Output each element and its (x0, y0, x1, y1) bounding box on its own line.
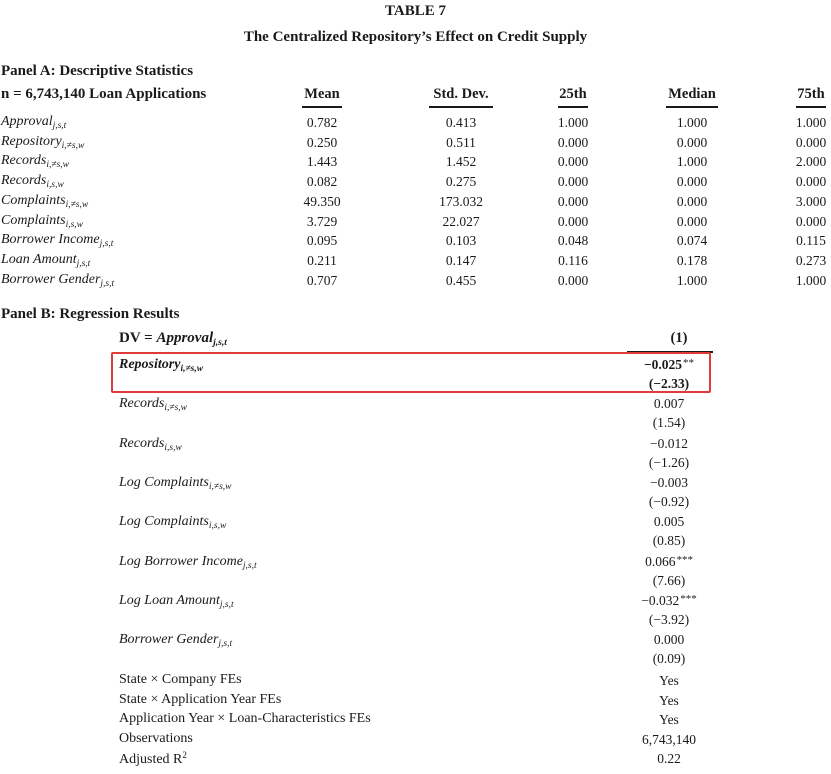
footer-value: 0.22 (657, 751, 681, 766)
column-header-mean: Mean (304, 86, 340, 102)
regression-row-label (119, 396, 187, 413)
stat-cell: 0.000 (795, 174, 827, 190)
stat-cell: 1.000 (676, 154, 708, 170)
coefficient-value: 0.007 (653, 396, 685, 412)
variable-subscript: j,s,t (218, 639, 233, 650)
stat-cell: 1.000 (676, 272, 708, 288)
coefficient-cell (609, 593, 729, 609)
variable-subscript: j,s,t (100, 278, 115, 289)
panel-a-title: Panel A: Descriptive Statistics (1, 63, 194, 79)
footer-label-text: State × Application Year FEs (119, 691, 282, 707)
stat-cell: 0.178 (676, 252, 708, 268)
footer-value: 6,743,140 (642, 731, 696, 747)
regression-row-label (119, 554, 257, 571)
stat-cell: 1.000 (795, 272, 827, 288)
column-header-rule (429, 106, 493, 108)
footer-value: Yes (659, 692, 679, 708)
variable-name: Repository (119, 357, 181, 372)
stat-cell: 0.074 (676, 233, 708, 249)
stat-cell: 0.103 (445, 233, 477, 249)
stat-cell: 0.275 (445, 174, 477, 190)
coefficient-cell (609, 436, 729, 452)
variable-name: Records (1, 153, 47, 169)
coefficient-value: −0.025 (643, 357, 683, 372)
stat-cell: 0.273 (795, 252, 827, 268)
stat-cell: 0.000 (557, 193, 589, 209)
variable-name: Log Loan Amount (119, 592, 220, 608)
stat-cell: 0.511 (446, 134, 476, 150)
panel-a-n-label: n = 6,743,140 Loan Applications (1, 86, 207, 102)
stat-cell: 0.211 (307, 252, 337, 268)
variable-name: Borrower Gender (1, 271, 101, 287)
stat-cell: 0.115 (796, 233, 826, 249)
stat-row-label (1, 272, 114, 289)
footer-label (119, 711, 371, 727)
footer-label (119, 672, 242, 688)
stat-cell: 0.455 (445, 272, 477, 288)
stat-cell: 0.707 (306, 272, 338, 288)
stat-row-label (1, 193, 88, 210)
stat-cell: 0.250 (306, 134, 338, 150)
coefficient-cell (609, 396, 729, 412)
column-header-25th: 25th (559, 86, 587, 102)
variable-name: Records (119, 435, 165, 451)
stat-cell: 1.452 (445, 154, 477, 170)
t-stat-cell: (−1.26) (648, 454, 690, 470)
panel-b-column-header: (1) (670, 330, 688, 346)
stat-cell: 0.000 (557, 213, 589, 229)
variable-name: Records (119, 396, 165, 412)
coefficient-cell (609, 357, 729, 373)
stat-cell: 3.729 (306, 213, 338, 229)
stat-cell: 0.000 (676, 134, 708, 150)
coefficient-value: −0.012 (650, 435, 688, 451)
stat-cell: 0.000 (557, 154, 589, 170)
t-stat-cell: (−0.92) (648, 493, 690, 509)
footer-value: Yes (659, 712, 679, 727)
t-stat-cell: (1.54) (652, 415, 686, 431)
stat-cell: 1.443 (306, 154, 338, 170)
footer-label (119, 731, 193, 747)
stat-row-label (1, 114, 66, 131)
variable-subscript: j,s,t (242, 560, 257, 571)
stat-cell: 0.095 (306, 233, 338, 249)
variable-subscript: i,s,w (46, 180, 64, 191)
variable-name: Borrower Gender (119, 632, 219, 648)
t-stat-cell: (7.66) (652, 572, 686, 588)
column-header-rule (796, 106, 826, 108)
coefficient-value: 0.000 (653, 632, 685, 648)
variable-subscript: j,s,t (52, 121, 67, 131)
variable-subscript: i,≠s,w (208, 481, 232, 492)
stat-row-label (1, 252, 90, 269)
significance-stars: *** (676, 553, 693, 566)
variable-subscript: j,s,t (99, 239, 114, 250)
panel-b-dv-label (119, 330, 227, 348)
stat-cell: 0.000 (676, 213, 708, 229)
column-header-rule (558, 106, 588, 108)
stat-cell: 49.350 (303, 193, 341, 209)
stat-cell: 0.116 (558, 252, 588, 268)
regression-row-label (119, 632, 232, 649)
t-stat-cell: (−3.92) (648, 611, 690, 627)
variable-name: Log Complaints (119, 514, 209, 530)
table-label: TABLE 7 (385, 3, 446, 19)
stat-row-label (1, 134, 84, 151)
variable-subscript: i,≠s,w (164, 403, 187, 414)
stat-cell: 0.000 (676, 174, 708, 190)
footer-label (119, 692, 281, 708)
variable-name: Complaints (1, 212, 66, 228)
variable-subscript: j,s,t (219, 599, 234, 610)
panel-b-title: Panel B: Regression Results (1, 306, 180, 322)
variable-name: Borrower Income (1, 232, 100, 248)
stat-cell: 0.048 (557, 233, 589, 249)
table-title: The Centralized Repository’s Effect on Credit Supply (243, 29, 588, 45)
regression-row-label (119, 593, 234, 610)
footer-label (119, 750, 187, 768)
significance-stars: ** (683, 357, 695, 369)
variable-name: Log Complaints (119, 474, 209, 490)
regression-row-label (119, 436, 182, 453)
stat-cell: 0.000 (795, 213, 827, 229)
t-stat-cell: (−2.33) (648, 376, 690, 391)
column-header-median: Median (668, 86, 716, 102)
stat-cell: 0.413 (445, 115, 477, 130)
stat-cell: 0.000 (557, 272, 589, 288)
column-header-rule (666, 106, 718, 108)
footer-label-text: Adjusted R (119, 752, 183, 767)
column-header-75th: 75th (797, 86, 825, 102)
stat-cell: 1.000 (676, 115, 708, 130)
column-header-rule (302, 106, 342, 108)
coefficient-value: 0.005 (653, 514, 685, 530)
coefficient-cell (609, 554, 729, 570)
stat-cell: 22.027 (442, 213, 480, 229)
t-stat-cell: (0.09) (652, 651, 686, 667)
variable-name: Records (1, 173, 47, 189)
stat-cell: 0.000 (557, 134, 589, 150)
stat-cell: 3.000 (795, 193, 827, 209)
regression-row-label (119, 514, 226, 531)
stat-cell: 0.000 (557, 174, 589, 190)
variable-subscript: j,s,t (76, 258, 91, 269)
coefficient-value: −0.032 (641, 592, 680, 608)
stat-row-label (1, 213, 83, 230)
stat-cell: 1.000 (795, 115, 827, 130)
coefficient-cell (609, 514, 729, 530)
variable-subscript: i,s,w (164, 442, 182, 453)
variable-subscript: i,≠s,w (65, 199, 89, 210)
variable-name: Complaints (1, 192, 66, 208)
dv-name: Approval (156, 330, 214, 346)
coefficient-value: 0.066 (645, 553, 676, 569)
regression-row-label (119, 475, 232, 492)
stat-cell: 0.000 (676, 193, 708, 209)
regression-row-label (119, 357, 203, 374)
variable-name: Loan Amount (1, 251, 77, 267)
coefficient-cell (609, 632, 729, 648)
dv-subscript: j,s,t (213, 338, 227, 348)
variable-subscript: i,≠s,w (180, 364, 204, 374)
footer-label-text: Application Year × Loan-Characteristics FEs (119, 711, 371, 726)
column-header-std-dev-: Std. Dev. (433, 86, 489, 102)
coefficient-cell (609, 475, 729, 491)
footer-value: Yes (659, 673, 679, 688)
variable-name: Approval (1, 114, 53, 129)
variable-subscript: i,≠s,w (61, 140, 85, 151)
footer-label-superscript: 2 (182, 750, 187, 760)
stat-cell: 2.000 (795, 154, 827, 170)
variable-subscript: i,s,w (65, 219, 84, 230)
stat-cell: 0.147 (445, 252, 477, 268)
stat-cell: 0.082 (306, 174, 338, 190)
footer-label-text: Observations (119, 730, 193, 746)
stat-cell: 0.000 (795, 134, 827, 150)
stat-row-label (1, 153, 69, 170)
footer-label-text: State × Company FEs (119, 672, 242, 687)
variable-subscript: i,≠s,w (46, 160, 69, 171)
variable-subscript: i,s,w (208, 521, 227, 532)
significance-stars: *** (680, 592, 697, 605)
coefficient-value: −0.003 (650, 474, 688, 490)
t-stat-cell: (0.85) (652, 533, 686, 549)
stat-cell: 173.032 (439, 193, 483, 209)
dv-prefix: DV = (119, 330, 157, 346)
variable-name: Log Borrower Income (119, 553, 243, 569)
stat-cell: 1.000 (557, 115, 589, 130)
variable-name: Repository (1, 133, 62, 149)
stat-row-label (1, 173, 64, 190)
stat-cell: 0.782 (306, 115, 338, 130)
stat-row-label (1, 232, 113, 249)
